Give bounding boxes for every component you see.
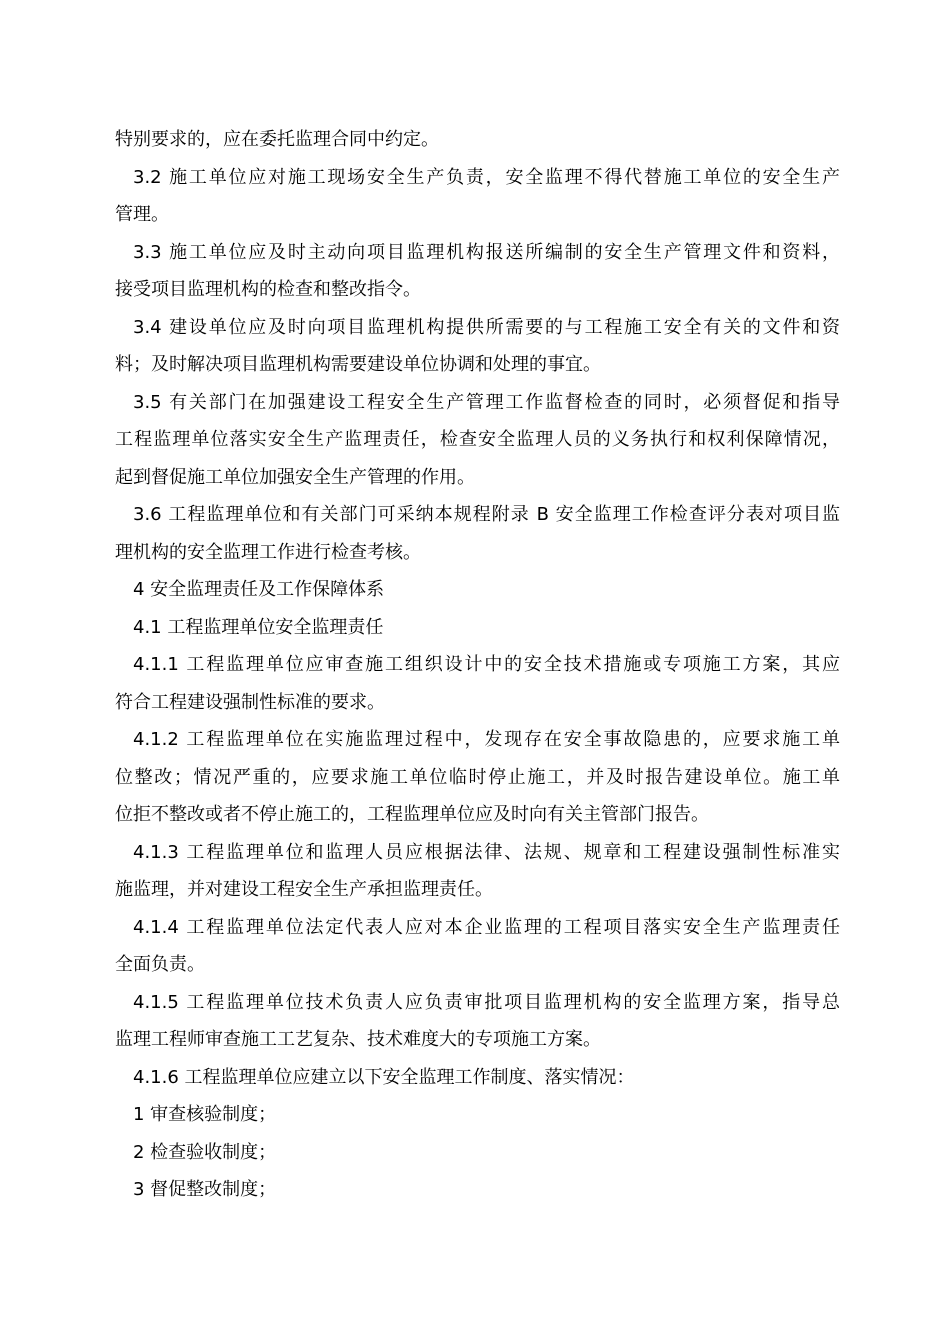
clause-3-4: 3.4 建设单位应及时向项目监理机构提供所需要的与工程施工安全有关的文件和资 bbox=[133, 316, 840, 338]
list-item: 3 督促整改制度； bbox=[133, 1179, 277, 1200]
text-line: 起到督促施工单位加强安全生产管理的作用。 bbox=[115, 466, 475, 488]
clause-4-1-3: 4.1.3 工程监理单位和监理人员应根据法律、法规、规章和工程建设强制性标准实 bbox=[133, 841, 840, 863]
text-line: 工程监理单位落实安全生产监理责任，检查安全监理人员的义务执行和权利保障情况， bbox=[115, 429, 840, 450]
section-heading-4-1: 4.1 工程监理单位安全监理责任 bbox=[133, 616, 384, 638]
text-line: 施监理，并对建设工程安全生产承担监理责任。 bbox=[115, 879, 493, 900]
text-line: 全面负责。 bbox=[115, 954, 205, 975]
section-heading-4: 4 安全监理责任及工作保障体系 bbox=[133, 579, 385, 600]
clause-3-2: 3.2 施工单位应对施工现场安全生产负责，安全监理不得代替施工单位的安全生产 bbox=[133, 166, 840, 188]
clause-4-1-5: 4.1.5 工程监理单位技术负责人应负责审批项目监理机构的安全监理方案，指导总 bbox=[133, 991, 840, 1013]
list-item: 2 检查验收制度； bbox=[133, 1141, 277, 1163]
text-line: 位整改；情况严重的，应要求施工单位临时停止施工，并及时报告建设单位。施工单 bbox=[115, 766, 840, 788]
text-line: 理机构的安全监理工作进行检查考核。 bbox=[115, 541, 421, 563]
clause-4-1-4: 4.1.4 工程监理单位法定代表人应对本企业监理的工程项目落实安全生产监理责任 bbox=[133, 916, 840, 938]
text-line: 监理工程师审查施工工艺复杂、技术难度大的专项施工方案。 bbox=[115, 1029, 601, 1050]
text-line: 接受项目监理机构的检查和整改指令。 bbox=[115, 279, 421, 300]
text-line: 符合工程建设强制性标准的要求。 bbox=[115, 691, 385, 713]
document-body bbox=[115, 121, 840, 1209]
text-line: 料；及时解决项目监理机构需要建设单位协调和处理的事宜。 bbox=[115, 354, 601, 375]
clause-3-3: 3.3 施工单位应及时主动向项目监理机构报送所编制的安全生产管理文件和资料， bbox=[133, 241, 840, 263]
text-line: 特别要求的，应在委托监理合同中约定。 bbox=[115, 129, 439, 150]
clause-3-5: 3.5 有关部门在加强建设工程安全生产管理工作监督检查的同时，必须督促和指导 bbox=[133, 391, 840, 413]
clause-4-1-2: 4.1.2 工程监理单位在实施监理过程中，发现存在安全事故隐患的，应要求施工单 bbox=[133, 729, 840, 750]
clause-3-6: 3.6 工程监理单位和有关部门可采纳本规程附录 B 安全监理工作检查评分表对项目监 bbox=[133, 504, 840, 525]
clause-4-1-6: 4.1.6 工程监理单位应建立以下安全监理工作制度、落实情况： bbox=[133, 1066, 635, 1088]
text-line: 管理。 bbox=[115, 204, 169, 225]
text-line: 位拒不整改或者不停止施工的，工程监理单位应及时向有关主管部门报告。 bbox=[115, 804, 709, 825]
clause-4-1-1: 4.1.1 工程监理单位应审查施工组织设计中的安全技术措施或专项施工方案，其应 bbox=[133, 654, 840, 675]
list-item: 1 审查核验制度； bbox=[133, 1104, 277, 1125]
